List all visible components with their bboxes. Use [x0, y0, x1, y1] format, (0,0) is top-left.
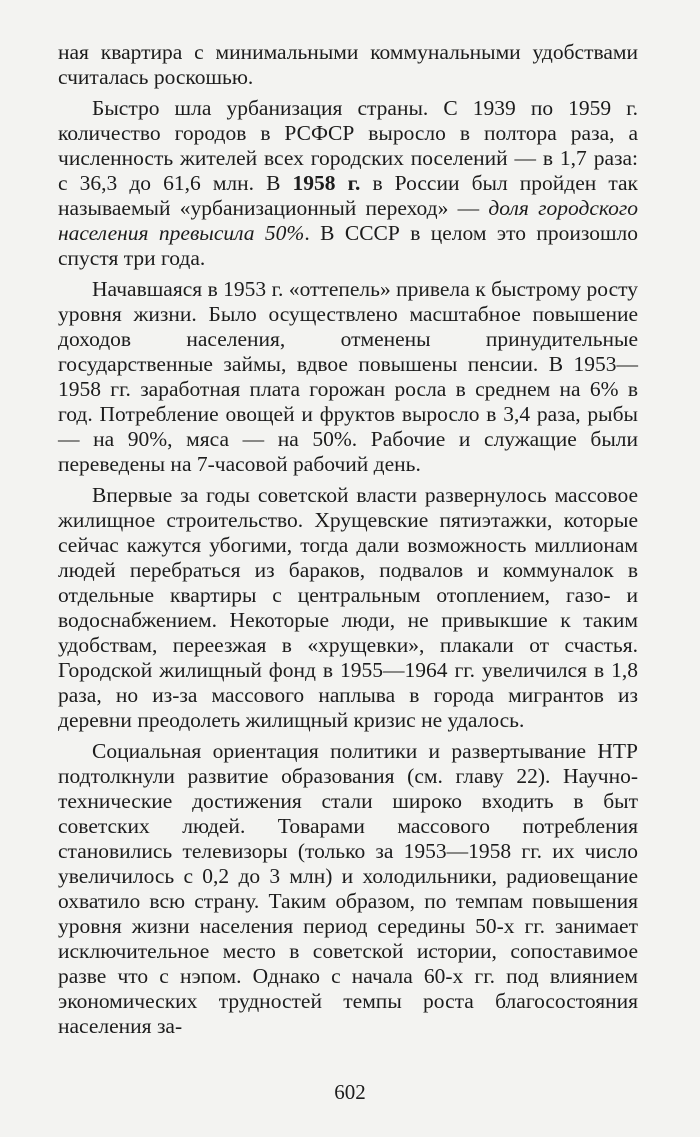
paragraph-continuation: ная квартира с минимальными коммунальными удобствами считалась роскошью. — [58, 40, 638, 89]
page-number: 602 — [334, 1080, 366, 1104]
paragraph-social-policy: Социальная ориентация политики и развертывание НТР подтолкнули развитие образования (см. главу 22). Научно-технические достижения стали широко входить в быт советских людей. Товарами массового потребления становились телевизоры (только за 1953—1958 гг. их число увеличилось с 0,2 до 3 млн) и холодильники, радиовещание охватило всю страну. Таким образом, по темпам повышения уровня жизни населения период середины 50-х гг. занимает исключительное место в советской истории, сопоставимое разве что с нэпом. Однако с начала 60-х гг. под влиянием экономических трудностей темпы роста благосостояния населения за- — [58, 739, 638, 1038]
urbanization-text-3: . В СССР в целом это произошло спустя три года. — [58, 221, 639, 270]
paragraph-thaw: Начавшаяся в 1953 г. «оттепель» привела к быстрому росту уровня жизни. Было осуществлено масштабное повышение доходов населения, отменены принудительные государственные займы, вдвое повышены пенсии. В 1953—1958 гг. заработная плата горожан росла в среднем на 6% в год. Потребление овощей и фруктов выросло в 3,4 раза, рыбы — на 90%, мяса — на 50%. Рабочие и служащие были переведены на 7-часовой рабочий день. — [58, 277, 638, 476]
urbanization-year-bold: 1958 г. — [292, 171, 361, 195]
urbanization-text-2: в России был пройден так называемый «урбанизационный переход» — — [58, 171, 638, 220]
urbanization-text-1: Быстро шла урбанизация страны. С 1939 по 1959 г. количество городов в РСФСР выросло в полтора раза, а численность жителей всех городских поселений — в 1,7 раза: с 36,3 до 61,6 млн. В — [58, 96, 638, 195]
paragraph-housing: Впервые за годы советской власти развернулось массовое жилищное строительство. Хрущевские пятиэтажки, которые сейчас кажутся убогими, тогда дали возможность миллионам людей перебраться из бараков, подвалов и коммуналок в отдельные квартиры с центральным отоплением, газо- и водоснабжением. Некоторые люди, не привыкшие к таким удобствам, переезжая в «хрущевки», плакали от счастья. Городской жилищный фонд в 1955—1964 гг. увеличился в 1,8 раза, но из-за массового наплыва в города мигрантов из деревни преодолеть жилищный кризис не удалось. — [58, 483, 638, 732]
paragraph-urbanization — [58, 96, 638, 271]
urbanization-emphasis: доля городского населения превысила 50% — [58, 196, 638, 245]
page-body — [58, 40, 638, 1045]
